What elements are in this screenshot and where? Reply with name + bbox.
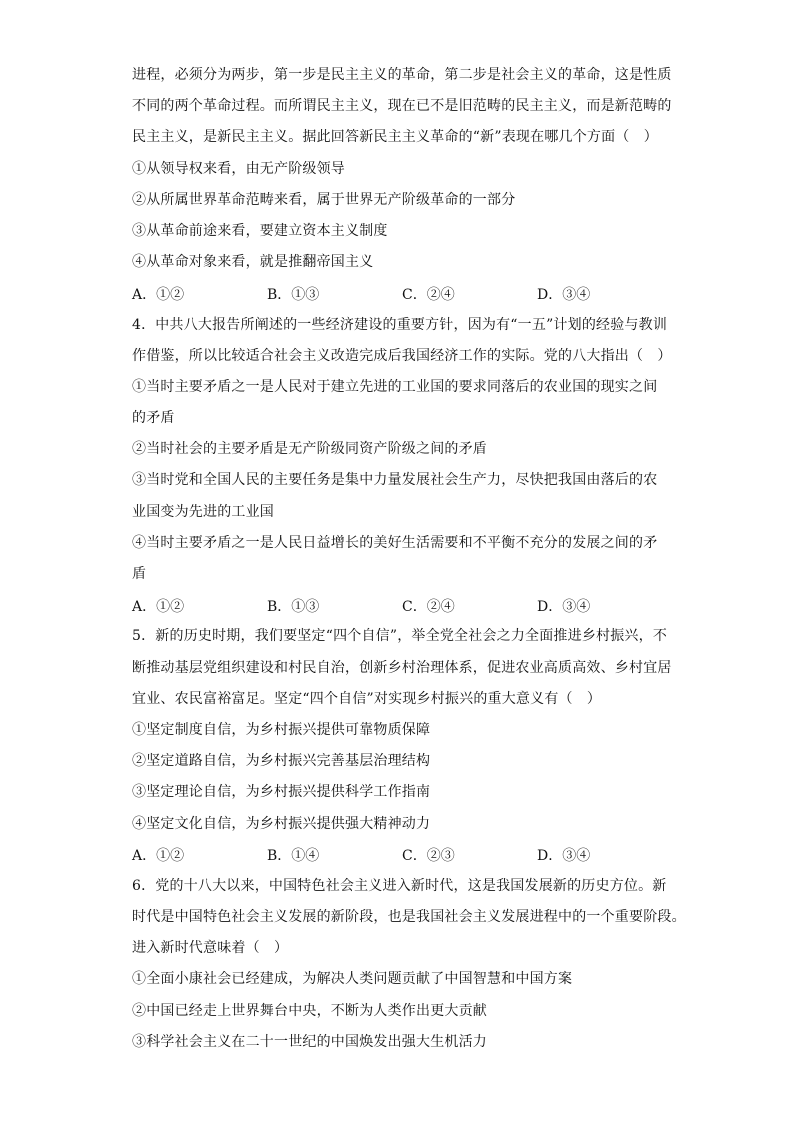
q5-stem-line: 宜业、农民富裕富足。坚定“四个自信”对实现乡村振兴的重大意义有（ ） bbox=[132, 690, 602, 707]
q3-option-b[interactable]: B．①③ bbox=[267, 286, 320, 303]
q4-item: ③当时党和全国人民的主要任务是集中力量发展社会生产力，尽快把我国由落后的农 bbox=[132, 472, 658, 489]
q5-item: ③坚定理论自信，为乡村振兴提供科学工作指南 bbox=[132, 784, 431, 801]
q5-option-a[interactable]: A．①② bbox=[132, 848, 185, 865]
q3-item: ④从革命对象来看，就是推翻帝国主义 bbox=[132, 254, 374, 271]
q5-option-b[interactable]: B．①④ bbox=[267, 848, 320, 865]
q6-stem-line: 6．党的十八大以来，中国特色社会主义进入新时代，这是我国发展新的历史方位。新 bbox=[132, 877, 667, 894]
q4-item: ④当时主要矛盾之一是人民日益增长的美好生活需要和不平衡不充分的发展之间的矛 bbox=[132, 534, 658, 551]
q3-stem-line: 民主主义，是新民主主义。据此回答新民主主义革命的“新”表现在哪几个方面（ ） bbox=[132, 129, 658, 146]
q3-stem-line: 进程，必须分为两步，第一步是民主主义的革命，第二步是社会主义的革命，这是性质 bbox=[132, 67, 672, 83]
q4-stem-line: 4．中共八大报告所阐述的一些经济建设的重要方针，因为有“一五”计划的经验与教训 bbox=[132, 316, 668, 333]
q4-item: 业国变为先进的工业国 bbox=[132, 503, 274, 520]
q6-stem-line: 进入新时代意味着（ ） bbox=[132, 940, 289, 957]
q3-item: ②从所属世界革命范畴来看，属于世界无产阶级革命的一部分 bbox=[132, 191, 516, 208]
q5-item: ②坚定道路自信，为乡村振兴完善基层治理结构 bbox=[132, 753, 431, 770]
q4-options bbox=[132, 590, 672, 621]
q3-option-a[interactable]: A．①② bbox=[132, 286, 185, 303]
question-4 bbox=[132, 310, 672, 622]
q6-item: ③科学社会主义在二十一世纪的中国焕发出强大生机活力 bbox=[132, 1033, 487, 1050]
q5-options bbox=[132, 840, 672, 871]
q3-options bbox=[132, 278, 672, 309]
document-page bbox=[132, 60, 686, 1058]
question-6 bbox=[132, 871, 686, 1058]
q4-option-b[interactable]: B．①③ bbox=[267, 598, 320, 615]
q4-stem-line: 作借鉴，所以比较适合社会主义改造完成后我国经济工作的实际。党的八大指出（ ） bbox=[132, 347, 672, 364]
q6-item: ①全面小康社会已经建成，为解决人类问题贡献了中国智慧和中国方案 bbox=[132, 971, 573, 988]
q3-item: ①从领导权来看，由无产阶级领导 bbox=[132, 160, 345, 177]
q3-stem-line: 不同的两个革命过程。而所谓民主主义，现在已不是旧范畴的民主主义，而是新范畴的 bbox=[132, 98, 672, 115]
q4-item: ②当时社会的主要矛盾是无产阶级同资产阶级之间的矛盾 bbox=[132, 441, 487, 458]
q3-option-c[interactable]: C．②④ bbox=[402, 286, 455, 303]
q5-option-d[interactable]: D．③④ bbox=[537, 848, 591, 865]
q5-item: ④坚定文化自信，为乡村振兴提供强大精神动力 bbox=[132, 815, 431, 832]
q3-option-d[interactable]: D．③④ bbox=[537, 286, 591, 303]
question-3 bbox=[132, 60, 672, 310]
q4-item: 盾 bbox=[132, 566, 147, 582]
q5-stem-line: 断推动基层党组织建设和村民自治，创新乡村治理体系，促进农业高质高效、乡村宜居 bbox=[132, 659, 672, 676]
q4-item: 的矛盾 bbox=[132, 410, 175, 427]
q4-option-c[interactable]: C．②④ bbox=[402, 598, 455, 615]
q4-option-d[interactable]: D．③④ bbox=[537, 598, 591, 615]
q5-stem-line: 5．新的历史时期，我们要坚定“四个自信”，举全党全社会之力全面推进乡村振兴，不 bbox=[132, 628, 668, 645]
q6-stem-line: 时代是中国特色社会主义发展的新阶段，也是我国社会主义发展进程中的一个重要阶段。 bbox=[132, 909, 686, 926]
q6-item: ②中国已经走上世界舞台中央，不断为人类作出更大贡献 bbox=[132, 1002, 487, 1019]
q5-item: ①坚定制度自信，为乡村振兴提供可靠物质保障 bbox=[132, 721, 431, 738]
question-5 bbox=[132, 621, 672, 871]
q4-item: ①当时主要矛盾之一是人民对于建立先进的工业国的要求同落后的农业国的现实之间 bbox=[132, 378, 658, 395]
q4-option-a[interactable]: A．①② bbox=[132, 598, 185, 615]
q3-item: ③从革命前途来看，要建立资本主义制度 bbox=[132, 222, 388, 239]
q5-option-c[interactable]: C．②③ bbox=[402, 848, 455, 865]
